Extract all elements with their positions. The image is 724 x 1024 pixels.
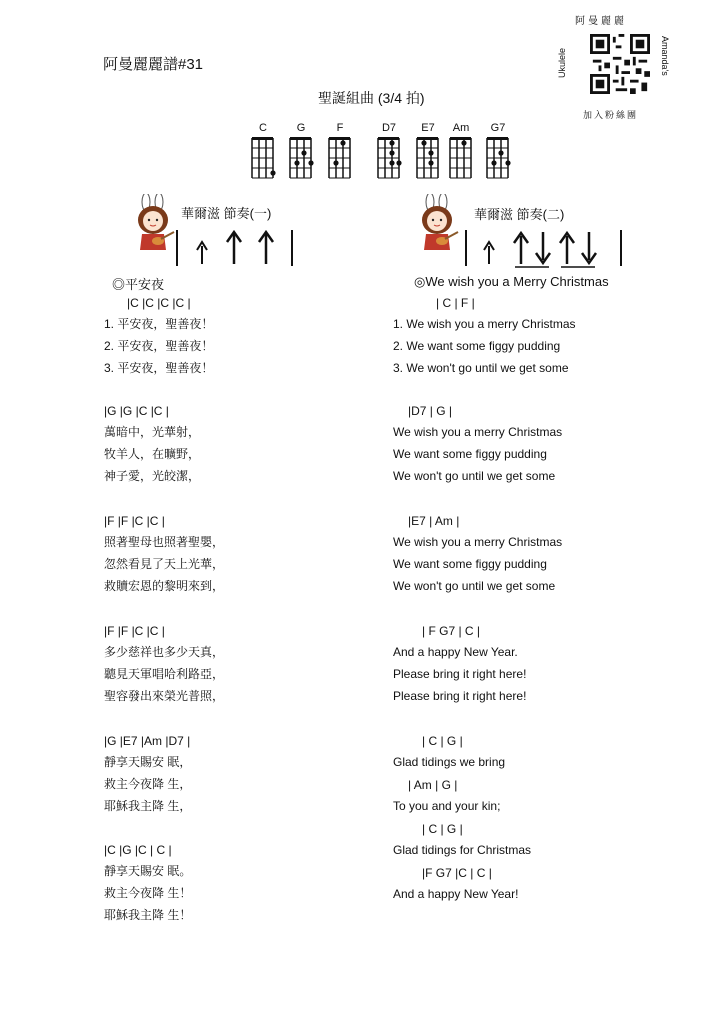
sheet-id: 阿曼麗麗譜#31 [103,56,204,73]
chord-progression: |G |E7 |Am |D7 | [104,734,191,748]
bunny-ukulele-icon [128,194,178,252]
lyric-line: To you and your kin; [393,799,501,813]
chord-name: G [296,122,306,134]
chord-name: D7 [381,122,397,134]
chord-progression: | Am | G | [408,778,458,792]
up-arrow-icon [484,242,494,264]
finger-dot [389,160,394,165]
chord-diagram-e7 [415,122,441,180]
lyric-line: 靜享天賜安 眠。 [104,864,192,878]
up-arrow-icon [227,232,241,264]
lyric-line: 靜享天賜安 眠， [104,755,192,769]
left-song-title: ◎平安夜 [112,277,165,292]
lyric-line: 萬暗中，光華射， [104,425,201,439]
chord-progression: |G |G |C |C | [104,404,169,418]
finger-dot [340,140,345,145]
lyric-line: 1. 平安夜，聖善夜！ [104,317,214,331]
chord-progression: | C | G | [422,734,463,748]
down-arrow-icon [197,242,207,264]
lyric-line: 神子愛，光皎潔， [104,469,201,483]
lyric-line: 忽然看見了天上光華， [104,557,225,571]
lyric-line: Glad tidings we bring [393,755,506,769]
finger-dot [308,160,313,165]
lyric-line: We won't go until we get some [393,579,556,593]
chord-name: C [259,122,267,134]
lyric-line: Please bring it right here! [393,667,527,681]
lyric-line: 2. We want some figgy pudding [393,339,561,353]
lyric-line: 聽見天軍唱哈利路亞， [104,667,225,681]
fretboard-grid [288,136,314,180]
brand-right-text: Amanda's [660,36,670,76]
fretboard-grid [485,136,511,180]
lyric-line: 照著聖母也照著聖嬰， [104,535,225,549]
brand-block [557,12,677,122]
lyric-line: And a happy New Year! [393,887,519,901]
chord-progression: |C |G |C | C | [104,843,172,857]
lyric-line: And a happy New Year. [393,645,518,659]
lyric-line: 救主今夜降 生， [104,777,192,791]
down-arrow-icon [582,232,596,263]
qr-code-icon[interactable] [590,34,650,94]
up-arrow-icon [560,233,574,264]
strum-pattern-1 [174,228,296,268]
lyric-line: 牧羊人，在曠野， [104,447,201,461]
chord-diagram-g7 [485,122,511,180]
chord-name: Am [452,122,470,134]
finger-dot [333,160,338,165]
chord-diagram-g [288,122,314,180]
bunny-ukulele-icon [412,194,462,252]
rhythm-label-1: 華爾滋 節奏(一) [181,206,272,221]
chord-diagram-c [250,122,276,180]
lyric-line: 多少慈祥也多少天真， [104,645,225,659]
chord-progression: |F G7 |C | C | [422,866,492,880]
chord-diagram-d7 [376,122,402,180]
chord-progression: |E7 | Am | [408,514,460,528]
chord-name: E7 [421,122,435,134]
lyric-line: We wish you a merry Christmas [393,425,563,439]
lyric-line: We want some figgy pudding [393,557,547,571]
chord-progression: |C |C |C |C | [127,296,191,310]
finger-dot [389,140,394,145]
finger-dot [421,140,426,145]
lyric-line: 救贖宏恩的黎明來到， [104,579,225,593]
brand-left-text: Ukulele [557,48,567,79]
chord-diagrams [250,122,515,182]
fretboard-grid [327,136,353,180]
lyric-line: 救主今夜降 生！ [104,886,192,900]
fretboard-grid [376,136,402,180]
finger-dot [294,160,299,165]
lyric-line: We want some figgy pudding [393,447,547,461]
finger-dot [498,150,503,155]
brand-top-text: 阿曼麗麗 [575,16,627,27]
finger-dot [396,160,401,165]
chord-diagram-f [327,122,353,180]
lyric-line: We won't go until we get some [393,469,556,483]
chord-progression: | F G7 | C | [422,624,481,638]
finger-dot [491,160,496,165]
finger-dot [428,160,433,165]
fretboard-grid [448,136,474,180]
lyric-line: 耶穌我主降 生， [104,799,192,813]
chord-diagram-am [448,122,474,180]
lyric-line: 1. We wish you a merry Christmas [393,317,576,331]
chord-progression: | C | G | [422,822,463,836]
finger-dot [389,150,394,155]
brand-bottom-text: 加入粉絲團 [583,111,639,121]
finger-dot [505,160,510,165]
fretboard-grid [250,136,276,180]
up-arrow-icon [514,233,528,264]
up-arrow-icon [259,232,273,264]
lyric-line: 耶穌我主降 生！ [104,908,192,922]
finger-dot [461,140,466,145]
song-title: 聖誕組曲 (3/4 拍) [318,90,425,106]
finger-dot [301,150,306,155]
finger-dot [428,150,433,155]
lyric-line: 3. 平安夜，聖善夜！ [104,361,214,375]
chord-progression: |F |F |C |C | [104,624,165,638]
lyric-line: 3. We won't go until we get some [393,361,569,375]
lyric-line: 聖容發出來榮光普照， [104,689,225,703]
lyric-line: 2. 平安夜，聖善夜！ [104,339,214,353]
strum-pattern-2 [463,228,625,268]
chord-name: F [336,122,344,134]
fretboard-grid [415,136,441,180]
chord-progression: |F |F |C |C | [104,514,165,528]
chord-name: G7 [490,122,506,134]
lyric-line: Please bring it right here! [393,689,527,703]
lyric-line: We wish you a merry Christmas [393,535,563,549]
lyric-line: Glad tidings for Christmas [393,843,532,857]
down-arrow-icon [536,232,550,263]
finger-dot [270,170,275,175]
chord-progression: | C | F | [436,296,475,310]
chord-progression: |D7 | G | [408,404,453,418]
right-song-title: ◎We wish you a Merry Christmas [414,274,609,289]
rhythm-label-2: 華爾滋 節奏(二) [474,207,565,222]
